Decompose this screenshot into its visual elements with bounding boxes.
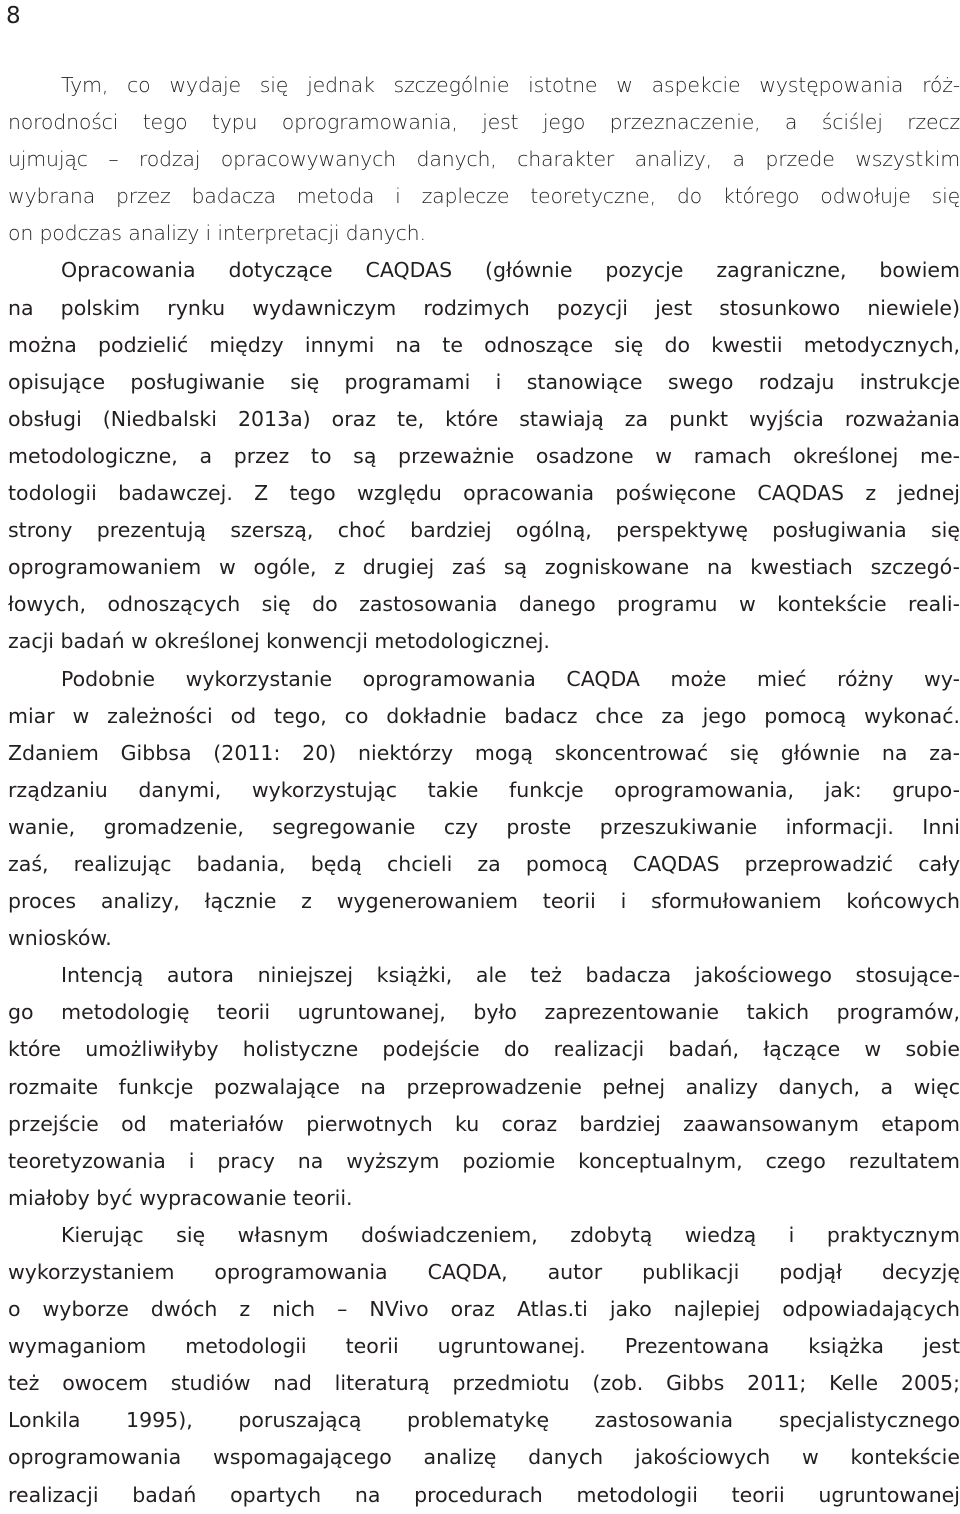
text-line: wykorzystaniem oprogramowania CAQDA, autor publikacji podjął decyzję <box>8 1260 960 1284</box>
text-line: teoretyzowania i pracy na wyższym poziomie konceptualnym, czego rezultatem <box>8 1148 960 1173</box>
text-line: wanie, gromadzenie, segregowanie czy proste przeszukiwanie informacji. Inni <box>8 814 960 839</box>
text-line: oprogramowania wspomagającego analizę danych jakościowych w kontekście <box>8 1445 960 1470</box>
text-line: wymaganiom metodologii teorii ugruntowanej. Prezentowana książka jest <box>8 1334 960 1359</box>
text-line: miałoby być wypracowanie teorii. <box>8 1185 353 1210</box>
text-line: strony prezentują szerszą, choć bardziej ogólną, perspektywę posługiwania się <box>8 518 960 543</box>
text-line: Kierując się własnym doświadczeniem, zdobytą wiedzą i praktycznym <box>61 1222 960 1247</box>
text-line: zacji badań w określonej konwencji metodologicznej. <box>8 629 550 654</box>
text-line: o wyborze dwóch z nich – NVivo oraz Atlas.ti jako najlepiej odpowiadających <box>8 1297 960 1322</box>
body-text <box>8 67 960 1514</box>
text-line: ujmując – rodzaj opracowywanych danych, charakter analizy, a przede wszystkim <box>8 147 960 172</box>
text-line: go metodologię teorii ugruntowanej, było zaprezentowanie takich programów, <box>8 1000 960 1025</box>
text-line: wniosków. <box>8 926 112 951</box>
text-line: wybrana przez badacza metoda i zaplecze teoretyczne, do którego odwołuje się <box>8 184 960 209</box>
text-line: rządzaniu danymi, wykorzystując takie funkcje oprogramowania, jak: grupo- <box>8 777 960 802</box>
text-line: oprogramowaniem w ogóle, z drugiej zaś są zogniskowane na kwestiach szczegó- <box>8 555 960 580</box>
text-line: opisujące posługiwanie się programami i stanowiące swego rodzaju instrukcje <box>8 369 960 394</box>
text-line: rozmaite funkcje pozwalające na przeprowadzenie pełnej analizy danych, a więc <box>8 1074 960 1099</box>
text-line: on podczas analizy i interpretacji danych. <box>8 221 426 246</box>
text-line: na polskim rynku wydawniczym rodzimych pozycji jest stosunkowo niewiele) <box>8 295 960 320</box>
text-line: można podzielić między innymi na te odnoszące się do kwestii metodycznych, <box>8 332 960 357</box>
text-line: obsługi (Niedbalski 2013a) oraz te, które stawiają za punkt wyjścia rozważania <box>8 406 960 431</box>
text-line: realizacji badań opartych na procedurach metodologii teorii ugruntowanej <box>8 1482 960 1507</box>
text-line: todologii badawczej. Z tego względu opracowania poświęcone CAQDAS z jednej <box>8 481 960 506</box>
text-line: Intencją autora niniejszej książki, ale też badacza jakościowego stosujące- <box>61 963 960 988</box>
text-line: Lonkila 1995), poruszającą problematykę zastosowania specjalistycznego <box>8 1408 960 1433</box>
text-line: Podobnie wykorzystanie oprogramowania CAQDA może mieć różny wy- <box>61 666 960 691</box>
text-line: Tym, co wydaje się jednak szczególnie istotne w aspekcie występowania róż- <box>61 73 960 97</box>
text-line: norodności tego typu oprogramowania, jest jego przeznaczenie, a ściślej rzecz <box>8 110 960 135</box>
text-line: Opracowania dotyczące CAQDAS (głównie pozycje zagraniczne, bowiem <box>61 258 960 283</box>
text-line: metodologiczne, a przez to są przeważnie osadzone w ramach określonej me- <box>8 443 960 468</box>
text-line: przejście od materiałów pierwotnych ku coraz bardziej zaawansowanym etapom <box>8 1111 960 1136</box>
text-line: zaś, realizując badania, będą chcieli za pomocą CAQDAS przeprowadzić cały <box>8 851 960 876</box>
text-line: łowych, odnoszących się do zastosowania danego programu w kontekście reali- <box>8 592 960 617</box>
text-line: też owocem studiów nad literaturą przedmiotu (zob. Gibbs 2011; Kelle 2005; <box>8 1371 960 1396</box>
text-line: miar w zależności od tego, co dokładnie badacz chce za jego pomocą wykonać. <box>8 703 960 728</box>
text-line: które umożliwiłyby holistyczne podejście do realizacji badań, łączące w sobie <box>8 1037 960 1062</box>
text-line: Zdaniem Gibbsa (2011: 20) niektórzy mogą skoncentrować się głównie na za- <box>8 740 960 765</box>
text-line: proces analizy, łącznie z wygenerowaniem teorii i sformułowaniem końcowych <box>8 889 960 914</box>
page-number: 8 <box>6 3 21 29</box>
